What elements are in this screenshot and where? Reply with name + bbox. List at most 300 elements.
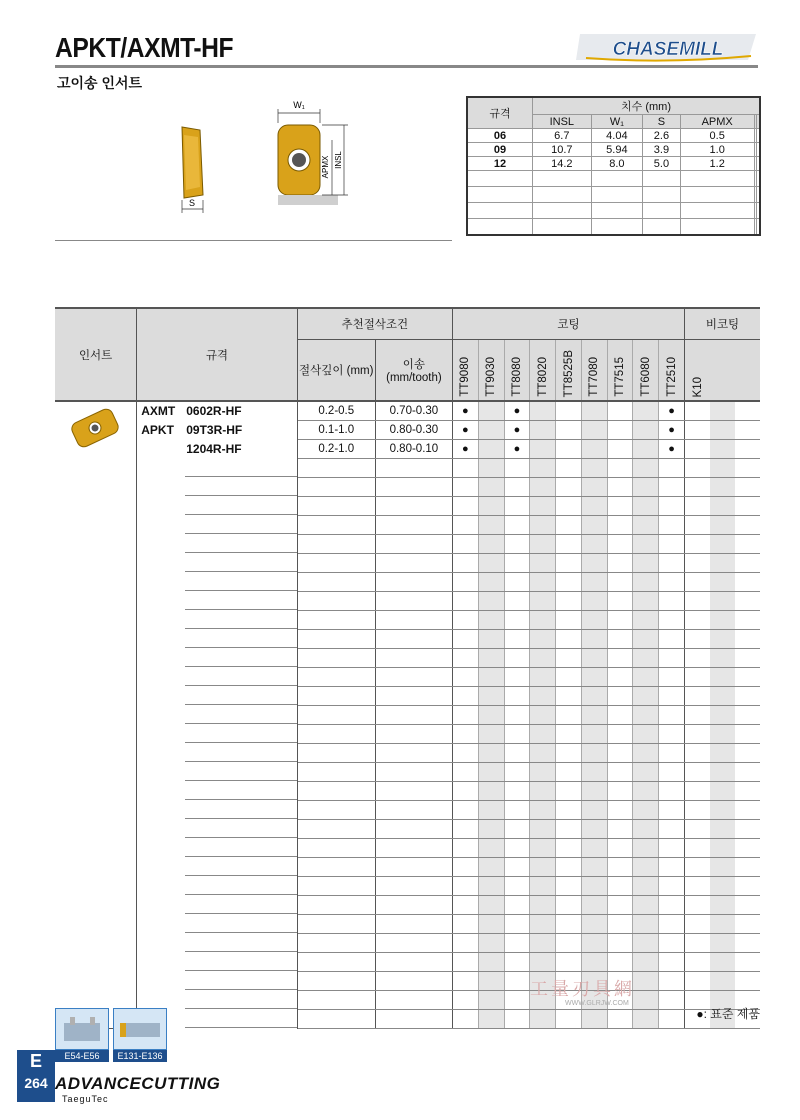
grade-cell [710,516,735,535]
grade-cell [581,554,607,573]
feed-cell [375,592,452,611]
spec-cell [137,972,297,991]
grade-label: TT7515 [614,357,627,397]
grade-cell [556,516,582,535]
grade-cell [607,915,633,934]
grade-cell [530,611,556,630]
spec-cell [137,592,297,611]
spec-cell [137,934,297,953]
table-row [55,725,760,744]
grade-cell [452,459,478,478]
spec-code: 0602R-HF [186,404,242,419]
insl-label: INSL [334,151,343,169]
depth-cell [297,934,375,953]
thumb-link-2[interactable] [113,1008,167,1062]
insert-image-cell [55,401,137,1029]
grade-cell [685,972,710,991]
grade-cell [504,668,530,687]
feed-cell [375,554,452,573]
grade-cell [607,649,633,668]
grade-cell [530,440,556,459]
grade-cell [530,478,556,497]
grade-cell [556,573,582,592]
thumb-label: E131-E136 [113,1050,167,1062]
grade-cell [607,1010,633,1029]
grade-cell [530,915,556,934]
spec-cell [137,953,297,972]
grade-cell [504,554,530,573]
grade-cell [556,668,582,687]
grade-cell [530,858,556,877]
grade-cell [581,401,607,421]
grade-cell [556,554,582,573]
grade-cell [607,459,633,478]
spec-cell [137,896,297,915]
grade-cell [452,972,478,991]
feed-cell [375,839,452,858]
dim-col-header: W₁ [591,115,643,129]
grade-cell [581,668,607,687]
grade-cell [530,687,556,706]
grade-cell [581,915,607,934]
grade-cell [504,706,530,725]
feed-cell [375,763,452,782]
grade-cell [504,497,530,516]
spec-cell [137,877,297,896]
grade-cell [530,801,556,820]
grade-cell [685,915,710,934]
grade-cell [556,934,582,953]
grade-cell [607,630,633,649]
insert-photo [55,402,135,452]
grade-cell [504,991,530,1010]
grade-cell [504,763,530,782]
grade-cell [607,896,633,915]
grade-cell [633,934,659,953]
spec-prefix: AXMT [141,404,176,419]
spec-cell [137,535,297,554]
grade-cell [530,459,556,478]
grade-cell [581,801,607,820]
grade-cell [607,725,633,744]
grade-cell [478,421,504,440]
grade-cell [633,478,659,497]
grade-cell [659,725,685,744]
grade-cell [735,440,760,459]
grade-cell [504,725,530,744]
grade-cell [735,896,760,915]
grade-cell [504,934,530,953]
spec-cell [137,516,297,535]
depth-cell [297,782,375,801]
grade-cell [556,706,582,725]
depth-cell [297,763,375,782]
grade-cell [452,782,478,801]
grade-cell [478,459,504,478]
spec-cell [137,725,297,744]
grade-cell [685,478,710,497]
page-title: APKT/AXMT-HF [55,32,234,63]
grade-cell [556,725,582,744]
grade-cell [659,744,685,763]
grade-cell [581,592,607,611]
grade-cell [735,801,760,820]
grade-cell [735,725,760,744]
feed-cell [375,858,452,877]
table-row [55,573,760,592]
grade-cell [633,725,659,744]
depth-cell [297,497,375,516]
feed-cell [375,991,452,1010]
spec-cell [137,401,297,421]
grade-cell [478,592,504,611]
feed-cell [375,725,452,744]
grade-cell [685,858,710,877]
grade-cell [735,535,760,554]
depth-cell [297,554,375,573]
grade-cell [685,763,710,782]
table-row [55,535,760,554]
grade-cell [685,421,710,440]
feed-cell [375,744,452,763]
grade-cell [530,877,556,896]
grade-cell [633,668,659,687]
depth-cell [297,668,375,687]
col-depth-header: 절삭깊이 (mm) [297,340,375,402]
grade-cell [556,459,582,478]
grade-cell [478,972,504,991]
grade-cell [659,991,685,1010]
grade-cell [685,896,710,915]
table-row [55,687,760,706]
grade-cell [607,554,633,573]
grade-cell [735,649,760,668]
grade-cell [607,592,633,611]
grade-cell [504,459,530,478]
depth-cell [297,896,375,915]
table-row [55,820,760,839]
grade-cell [685,611,710,630]
grade-cell [556,1010,582,1029]
col-cond-header: 추천절삭조건 [297,308,452,340]
grade-cell [478,858,504,877]
grade-cell [710,934,735,953]
grade-cell [504,801,530,820]
feed-cell [375,972,452,991]
grade-cell [659,820,685,839]
grade-cell [530,516,556,535]
grade-cell [504,611,530,630]
grade-cell [581,839,607,858]
grade-cell [607,668,633,687]
feed-cell [375,630,452,649]
table-row [55,972,760,991]
grade-cell [607,478,633,497]
grade-cell [452,649,478,668]
grade-cell [659,611,685,630]
depth-cell [297,839,375,858]
grade-cell [735,668,760,687]
grade-cell [452,744,478,763]
col-coated-header: 코팅 [452,308,684,340]
grade-cell [633,706,659,725]
grade-cell [478,668,504,687]
spec-cell [137,915,297,934]
grade-cell [452,573,478,592]
table-row [55,592,760,611]
grade-cell [530,668,556,687]
grade-cell [478,877,504,896]
spec-cell [137,668,297,687]
depth-cell [297,535,375,554]
grade-cell [504,820,530,839]
grade-cell [607,820,633,839]
grade-cell [504,839,530,858]
w1-label: W₁ [293,100,305,110]
grade-cell [478,401,504,421]
table-row [55,611,760,630]
spec-cell [137,497,297,516]
grade-cell [710,820,735,839]
grade-cell [685,630,710,649]
grade-label: TT8080 [510,357,523,397]
grade-cell [556,839,582,858]
grade-cell [685,668,710,687]
grade-cell: ● [452,401,478,421]
grade-label: TT8525B [562,349,575,397]
grade-label: TT9030 [485,357,498,397]
grade-cell [710,592,735,611]
grade-cell [581,953,607,972]
grade-cell [710,744,735,763]
grade-cell [581,573,607,592]
grade-cell [659,1010,685,1029]
grade-cell [607,877,633,896]
grade-cell [581,649,607,668]
col-uncoated-header: 비코팅 [685,308,760,340]
grade-cell [452,630,478,649]
grade-label: TT7080 [588,357,601,397]
feed-cell [375,516,452,535]
depth-cell [297,1010,375,1029]
dim-col-header: INSL [533,115,592,129]
grade-cell [504,535,530,554]
grade-cell [607,687,633,706]
spec-cell [137,991,297,1010]
table-row [55,915,760,934]
table-row [55,421,760,440]
grade-cell [530,592,556,611]
insert-dimension-diagram [170,95,360,220]
depth-cell [297,820,375,839]
grade-cell [633,858,659,877]
feed-cell [375,1010,452,1029]
grade-cell [710,953,735,972]
grade-cell [607,934,633,953]
grade-cell [607,440,633,459]
grade-cell [452,820,478,839]
grade-cell [581,782,607,801]
apmx-label: APMX [321,155,330,179]
grade-cell: ● [452,421,478,440]
grade-cell [504,630,530,649]
table-row [55,801,760,820]
grade-cell: ● [504,401,530,421]
table-row [55,706,760,725]
feed-cell [375,934,452,953]
grade-cell [633,535,659,554]
grade-cell [633,459,659,478]
grade-cell [556,820,582,839]
grade-cell [581,497,607,516]
grade-cell [659,763,685,782]
table-row [55,649,760,668]
grade-cell [478,611,504,630]
grade-cell [504,858,530,877]
dimension-table [466,96,761,236]
grade-cell [735,934,760,953]
grade-cell [556,687,582,706]
spec-prefix: APKT [141,423,174,437]
grade-cell [581,440,607,459]
grade-cell [659,649,685,668]
table-row [55,858,760,877]
grade-cell [478,782,504,801]
grade-cell [556,440,582,459]
spec-cell [137,630,297,649]
page-subtitle: 고이송 인서트 [57,75,143,91]
grade-cell [581,725,607,744]
grade-cell [659,573,685,592]
dim-col-header: APMX [680,115,754,129]
grade-cell [710,687,735,706]
spec-cell [137,687,297,706]
grade-cell [710,573,735,592]
feed-cell [375,478,452,497]
thumb-link-1[interactable] [55,1008,109,1062]
grade-cell [685,744,710,763]
grade-cell [504,972,530,991]
table-row [55,459,760,478]
grade-cell [504,782,530,801]
table-row [55,877,760,896]
chasemill-logo [576,30,761,64]
grade-cell: ● [659,421,685,440]
grade-cell [659,535,685,554]
feed-cell [375,573,452,592]
grade-cell [478,630,504,649]
grade-cell [735,497,760,516]
grade-cell [504,1010,530,1029]
grade-cell [478,915,504,934]
grade-cell [710,611,735,630]
grade-cell [633,953,659,972]
grade-cell [530,401,556,421]
feed-cell [375,611,452,630]
grade-cell [478,744,504,763]
grade-cell [710,630,735,649]
grade-cell [478,535,504,554]
grade-cell [735,706,760,725]
brand-sub: TaeguTec [62,1094,109,1104]
grade-cell [685,877,710,896]
grade-cell [556,535,582,554]
grade-cell [530,706,556,725]
depth-cell [297,725,375,744]
grade-cell [710,896,735,915]
feed-cell [375,820,452,839]
grade-cell [633,592,659,611]
table-row [55,839,760,858]
grade-cell [735,478,760,497]
grade-cell [504,915,530,934]
watermark: 工量刃具網 [530,979,635,999]
endmill-thumbnail [113,1008,167,1050]
grade-cell [530,820,556,839]
grade-cell [735,744,760,763]
grade-cell [452,687,478,706]
grade-cell [633,421,659,440]
grade-cell [581,934,607,953]
depth-cell [297,744,375,763]
page-letter: E [29,1051,42,1071]
grade-cell [633,1010,659,1029]
spec-cell [137,611,297,630]
grade-cell: ● [659,401,685,421]
grade-cell [633,497,659,516]
grade-cell [530,725,556,744]
grade-cell [710,839,735,858]
grade-cell [504,516,530,535]
milling-cutter-thumbnail [55,1008,109,1050]
grade-cell [556,858,582,877]
grade-cell [452,877,478,896]
spec-cell [137,839,297,858]
grade-cell [735,630,760,649]
feed-cell [375,687,452,706]
grade-cell: ● [504,440,530,459]
grade-cell [530,934,556,953]
grade-cell [607,839,633,858]
grade-cell [607,953,633,972]
feed-cell [375,877,452,896]
title-rule [55,65,758,68]
grade-cell [452,592,478,611]
grade-cell [607,858,633,877]
grade-cell [710,459,735,478]
grade-cell [478,820,504,839]
grade-cell [478,440,504,459]
grade-cell [710,440,735,459]
grade-cell [530,896,556,915]
grade-cell [633,401,659,421]
dim-group-header: 치수 (mm) [533,97,761,115]
grade-cell [530,573,556,592]
grade-cell [581,611,607,630]
depth-cell [297,991,375,1010]
grade-cell [478,953,504,972]
grade-cell [530,953,556,972]
grade-cell [504,877,530,896]
grade-cell [478,991,504,1010]
grade-cell [685,934,710,953]
grade-cell [478,934,504,953]
grade-cell [685,839,710,858]
grade-cell [607,801,633,820]
grade-cell [633,630,659,649]
grade-cell [530,497,556,516]
grade-cell [607,744,633,763]
